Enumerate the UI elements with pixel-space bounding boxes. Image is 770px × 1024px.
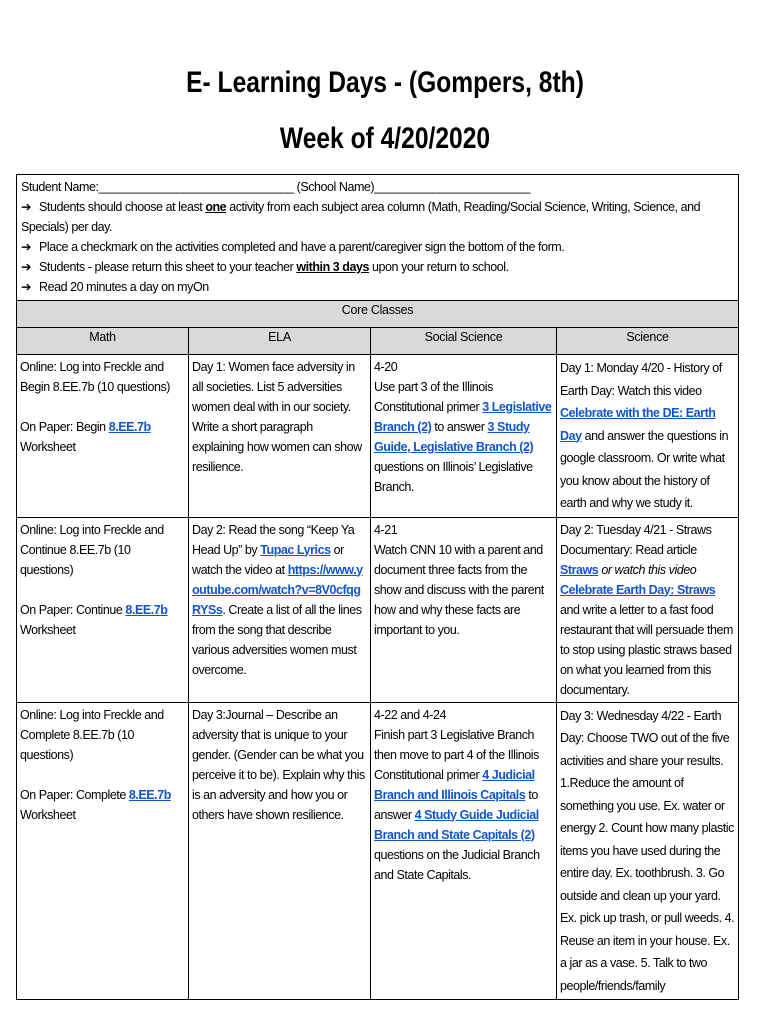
core-classes-header: Core Classes — [17, 301, 739, 328]
legislative-branch-link[interactable]: 3 Legislative Branch (2) — [374, 400, 552, 434]
youtube-link[interactable]: https://www.youtube.com/watch?v=8V0cfqgRYSs — [192, 562, 363, 617]
header-science: Science — [557, 328, 739, 355]
science-day3: Day 3: Wednesday 4/22 - Earth Day: Choose TWO out of the five activities and share your results. 1.Reduce the amount of something you use. Ex. water or energy 2. Count how many plastic items you have used during the entire day. Ex. toothbrush. 3. Go outside and clean up your yard. Ex. pick up trash, or pull weeds. 4. Reuse an item in your house. Ex. a jar as a vase. 5. Talk to two people/friends/family — [557, 702, 739, 1000]
table-row — [17, 702, 739, 1000]
instruction-2: ➔ Place a checkmark on the activities completed and have a parent/caregiver sign the bottom of the form. — [21, 240, 565, 254]
header-math: Math — [17, 328, 189, 355]
instruction-3: ➔ Students - please return this sheet to your teacher within 3 days upon your return to school. — [21, 260, 509, 274]
arrow-icon: ➔ — [21, 260, 32, 274]
header-ela: ELA — [189, 328, 371, 355]
arrow-icon: ➔ — [21, 240, 32, 254]
tupac-lyrics-link[interactable]: Tupac Lyrics — [260, 542, 331, 557]
ss-day1: 4-20 Use part 3 of the Illinois Constitutional primer 3 Legislative Branch (2) to answer 3 Study Guide, Legislative Branch (2) questions on Illinois’ Legislative Branch. — [371, 355, 557, 518]
emphasis-within-3-days: within 3 days — [296, 260, 370, 274]
instructions-block — [17, 175, 739, 301]
straws-video-link[interactable]: Celebrate Earth Day: Straws — [560, 582, 716, 597]
table-row — [17, 355, 739, 518]
instruction-1: ➔ Students should choose at least one activity from each subject area column (Math, Reading/Social Science, Writing, Science, and Specials) per day. — [21, 200, 701, 234]
straws-article-link[interactable]: Straws — [560, 562, 599, 577]
math-day3: Online: Log into Freckle and Complete 8.EE.7b (10 questions) On Paper: Complete 8.EE.7b Worksheet — [17, 702, 189, 1000]
table-row — [17, 517, 739, 702]
judicial-branch-link[interactable]: 4 Judicial Branch and Illinois Capitals — [374, 767, 535, 802]
ss-day3: 4-22 and 4-24 Finish part 3 Legislative Branch then move to part 4 of the Illinois Constitutional primer 4 Judicial Branch and Illinois Capitals to answer 4 Study Guide Judicial Branch and State Capitals (2) questions on the Judicial Branch and State Capitals. — [371, 702, 557, 1000]
arrow-icon: ➔ — [21, 280, 32, 294]
schedule-table — [16, 174, 739, 1000]
study-guide-link[interactable]: 3 Study Guide, Legislative Branch (2) — [374, 420, 534, 454]
page-subtitle: Week of 4/20/2020 — [279, 122, 491, 155]
science-day1: Day 1: Monday 4/20 - History of Earth Day: Watch this video Celebrate with the DE: Earth Day and answer the questions in google classroom. Or write what you know about the history of earth and why we study it. — [557, 355, 739, 518]
header-social-science: Social Science — [371, 328, 557, 355]
ss-day2: 4-21 Watch CNN 10 with a parent and document three facts from the show and discuss with the parent how and why these facts are important to you. — [371, 517, 557, 702]
ela-day3: Day 3:Journal – Describe an adversity that is unique to your gender. (Gender can be what you perceive it to be). Explain why this is an adversity and how you or others have shown resilience. — [189, 702, 371, 1000]
judicial-study-guide-link[interactable]: 4 Study Guide Judicial Branch and State Capitals (2) — [374, 807, 539, 842]
emphasis-one: one — [205, 200, 227, 214]
ela-day1: Day 1: Women face adversity in all societies. List 5 adversities women deal with in our society. Write a short paragraph explaining how women can show resilience. — [189, 355, 371, 518]
earth-day-video-link[interactable]: Celebrate with the DE: Earth Day — [560, 406, 716, 443]
page-title: E- Learning Days - (Gompers, 8th) — [186, 66, 584, 99]
arrow-icon: ➔ — [21, 200, 32, 214]
math-day1: Online: Log into Freckle and Begin 8.EE.7b (10 questions) On Paper: Begin 8.EE.7b Worksheet — [17, 355, 189, 518]
worksheet-link[interactable]: 8.EE.7b — [128, 787, 171, 802]
math-day2: Online: Log into Freckle and Continue 8.EE.7b (10 questions) On Paper: Continue 8.EE.7b Worksheet — [17, 517, 189, 702]
ela-day2: Day 2: Read the song “Keep Ya Head Up” by Tupac Lyrics or watch the video at https://www.youtube.com/watch?v=8V0cfqgRYSs. Create a list of all the lines from the song that describe various adversities women must overcome. — [189, 517, 371, 702]
science-day2: Day 2: Tuesday 4/21 - Straws Documentary: Read article Straws or watch this video Celebrate Earth Day: Straws and write a letter to a fast food restaurant that will persuade them to stop using plastic straws based on what you learned from this documentary. — [557, 517, 739, 702]
student-name-line: Student Name:______________________________ (School Name)________________________ — [21, 180, 531, 194]
instruction-4: ➔ Read 20 minutes a day on myOn — [21, 280, 209, 294]
worksheet-link[interactable]: 8.EE.7b — [108, 420, 151, 434]
worksheet-link[interactable]: 8.EE.7b — [125, 602, 168, 617]
